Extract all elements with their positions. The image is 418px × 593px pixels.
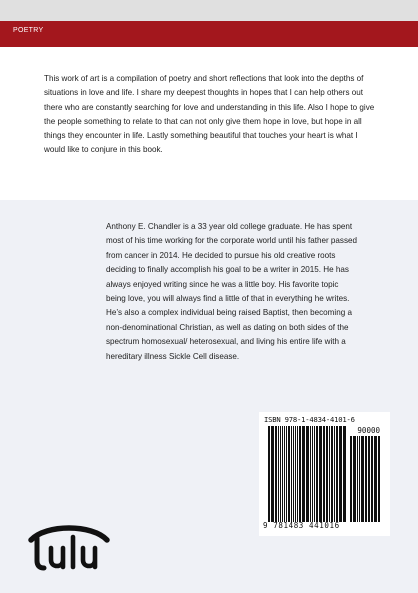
author-bio: Anthony E. Chandler is a 33 year old college graduate. He has spent most of his time working for the corporate world until his father passed from cancer in 2014. He decided to pursue his old creative roots deciding to finally accomplish his goal to be a writer in 2015. He has always enjoyed writing since he was a little boy. His favorite topic being love, you will always find a little of that in everything he writes. He’s also a complex individual being raised Baptist, then becoming a non-denominational Christian, as well as dating on both sides of the spectrum homosexual/ heterosexual, and living his entire life with a hereditary illness Sickle Cell disease. — [106, 222, 358, 361]
isbn-number: ISBN 978-1-4834-4101-6 — [264, 415, 355, 424]
isbn-barcode — [259, 412, 390, 536]
price-code: 90000 — [357, 426, 380, 435]
barcode-bars — [267, 426, 347, 522]
description-section — [0, 47, 418, 200]
top-bar — [0, 0, 418, 21]
book-description: This work of art is a compilation of poetry and short reflections that look into the depths of situations in love and life. I share my deepest thoughts in hopes that I can help others out there who are constantly searching for love and understanding in this life. Also I hope to give the people something to relate to that can not only give them hope in love, but hope in all things they encounter in life. Lastly something beautiful that touches your heart is what I would like to conjure in this book. — [44, 74, 375, 155]
category-band — [0, 21, 418, 47]
lulu-logo — [28, 520, 110, 574]
category-label: POETRY — [13, 27, 44, 34]
barcode-digits: 9 781483 441016 — [263, 521, 340, 530]
barcode-addon-bars — [349, 436, 383, 522]
author-section — [0, 200, 418, 593]
